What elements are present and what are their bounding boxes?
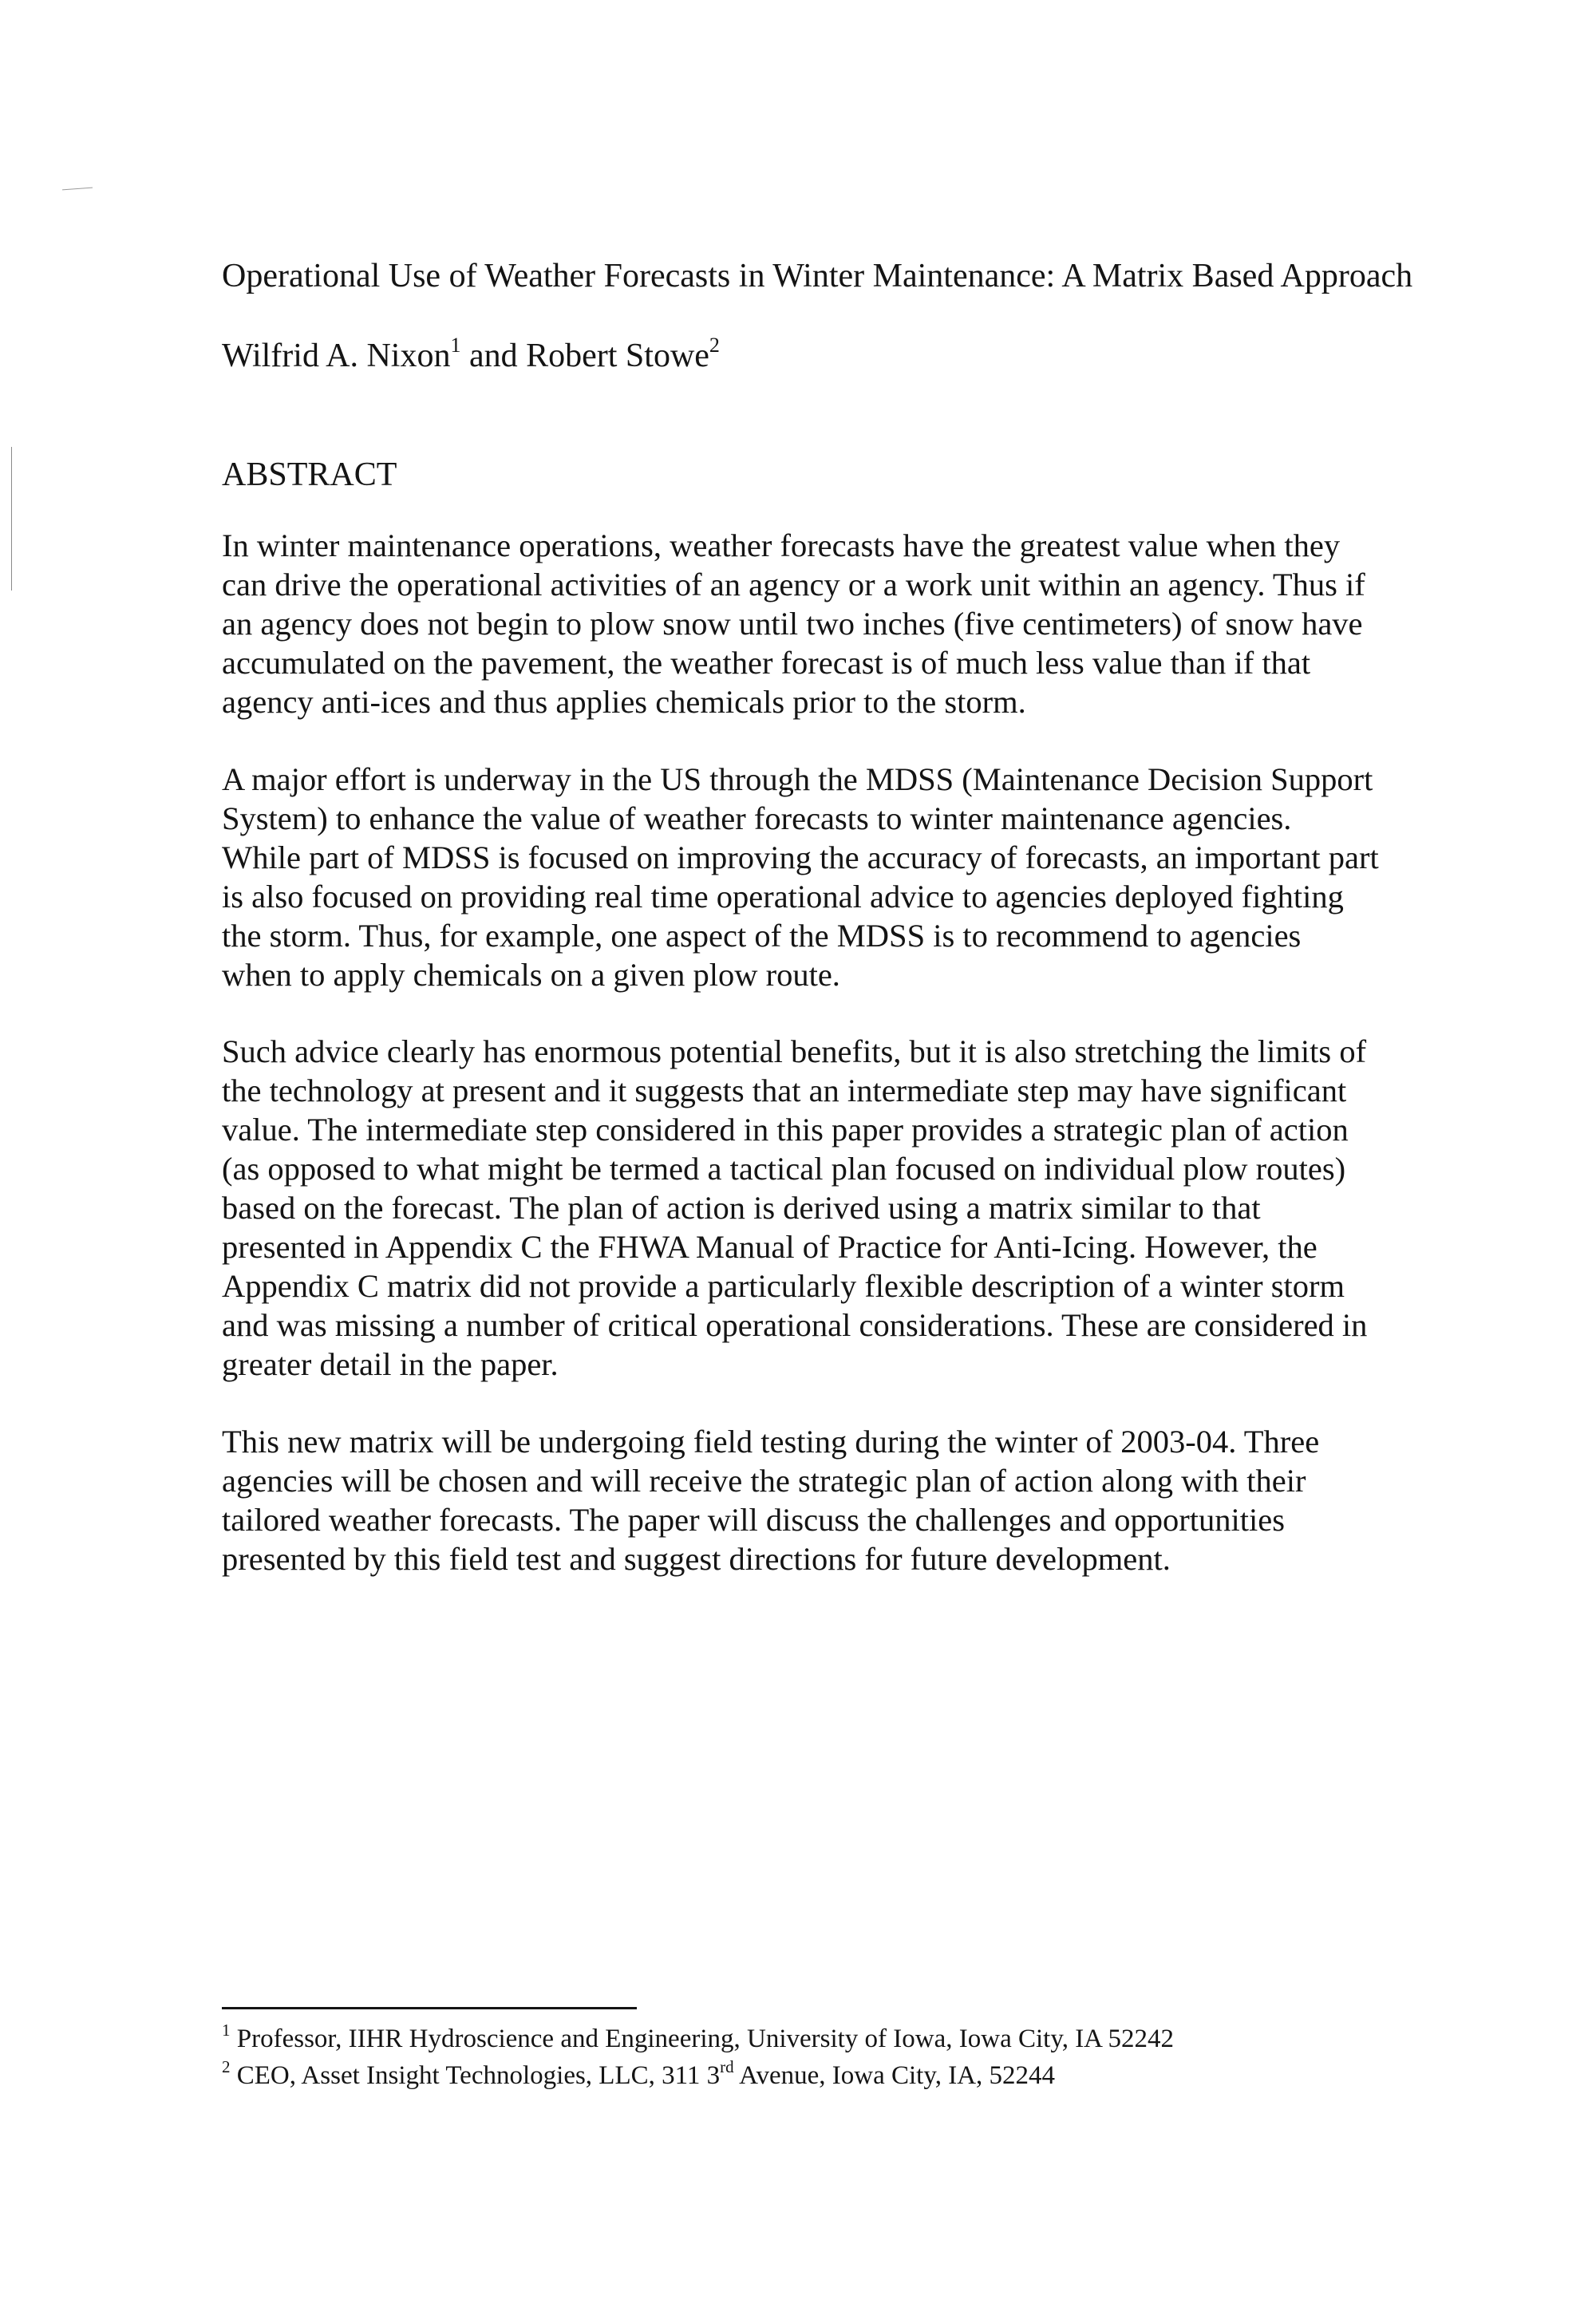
text-line: System) to enhance the value of weather forecasts to winter maintenance agencies. xyxy=(222,800,1292,836)
abstract-paragraph-2 xyxy=(222,760,1467,994)
abstract-paragraph-4 xyxy=(222,1422,1467,1578)
author-1-name: Wilfrid A. Nixon xyxy=(222,338,451,374)
footnote-2 xyxy=(222,2057,1174,2094)
text-line: value. The intermediate step considered in this paper provides a strategic plan of action xyxy=(222,1112,1349,1148)
footnote-rule xyxy=(222,2007,637,2009)
text-line: In winter maintenance operations, weather forecasts have the greatest value when they xyxy=(222,527,1341,563)
text-line: presented by this field test and suggest directions for future development. xyxy=(222,1541,1171,1577)
text-line: when to apply chemicals on a given plow route. xyxy=(222,957,840,993)
paper-title: Operational Use of Weather Forecasts in Winter Maintenance: A Matrix Based Approach xyxy=(222,258,1413,294)
text-line: greater detail in the paper. xyxy=(222,1346,559,1382)
text-line: can drive the operational activities of an agency or a work unit within an agency. Thus if xyxy=(222,567,1365,602)
text-line: and was missing a number of critical operational considerations. These are considered in xyxy=(222,1307,1368,1343)
text-line: presented in Appendix C the FHWA Manual of Practice for Anti-Icing. However, the xyxy=(222,1229,1317,1265)
text-line: the technology at present and it suggests that an intermediate step may have significant xyxy=(222,1073,1347,1108)
text-line: agencies will be chosen and will receive the strategic plan of action along with their xyxy=(222,1463,1306,1499)
text-line: While part of MDSS is focused on improving the accuracy of forecasts, an important part xyxy=(222,839,1379,875)
text-line: agency anti-ices and thus applies chemicals prior to the storm. xyxy=(222,684,1026,720)
text-line: is also focused on providing real time operational advice to agencies deployed fighting xyxy=(222,879,1344,915)
footnote-1 xyxy=(222,2021,1174,2057)
text-line: based on the forecast. The plan of action is derived using a matrix similar to that xyxy=(222,1190,1261,1226)
author-1-footnote-mark: 1 xyxy=(450,334,461,357)
text-line: tailored weather forecasts. The paper will discuss the challenges and opportunities xyxy=(222,1502,1285,1538)
text-line: (as opposed to what might be termed a tactical plan focused on individual plow routes) xyxy=(222,1151,1346,1187)
text-line: A major effort is underway in the US through the MDSS (Maintenance Decision Support xyxy=(222,761,1373,797)
author-2-footnote-mark: 2 xyxy=(709,334,720,357)
author-2-name: Robert Stowe xyxy=(526,338,709,374)
footnote-1-text: Professor, IIHR Hydroscience and Engineering, University of Iowa, Iowa City, IA 52242 xyxy=(230,2025,1174,2053)
footnote-2-text-b: Avenue, Iowa City, IA, 52244 xyxy=(733,2061,1056,2090)
abstract-heading: ABSTRACT xyxy=(222,456,397,493)
abstract-paragraph-3 xyxy=(222,1032,1467,1384)
footnote-2-text-a: CEO, Asset Insight Technologies, LLC, 311 3 xyxy=(230,2061,721,2090)
abstract-paragraph-1 xyxy=(222,526,1467,721)
author-line xyxy=(222,334,720,378)
text-line: an agency does not begin to plow snow until two inches (five centimeters) of snow have xyxy=(222,606,1363,642)
footnotes xyxy=(222,2021,1174,2094)
footnote-1-mark: 1 xyxy=(222,2021,231,2040)
author-connector: and xyxy=(460,338,527,374)
scan-margin-line xyxy=(11,447,12,591)
text-line: Such advice clearly has enormous potential benefits, but it is also stretching the limits of xyxy=(222,1033,1367,1069)
footnote-2-mark: 2 xyxy=(222,2057,231,2076)
footnote-2-ordinal: rd xyxy=(720,2057,734,2076)
text-line: Appendix C matrix did not provide a particularly flexible description of a winter storm xyxy=(222,1268,1345,1304)
scan-mark xyxy=(62,188,93,191)
text-line: accumulated on the pavement, the weather forecast is of much less value than if that xyxy=(222,645,1311,681)
text-line: the storm. Thus, for example, one aspect of the MDSS is to recommend to agencies xyxy=(222,918,1302,954)
text-line: This new matrix will be undergoing field testing during the winter of 2003-04. Three xyxy=(222,1424,1320,1460)
